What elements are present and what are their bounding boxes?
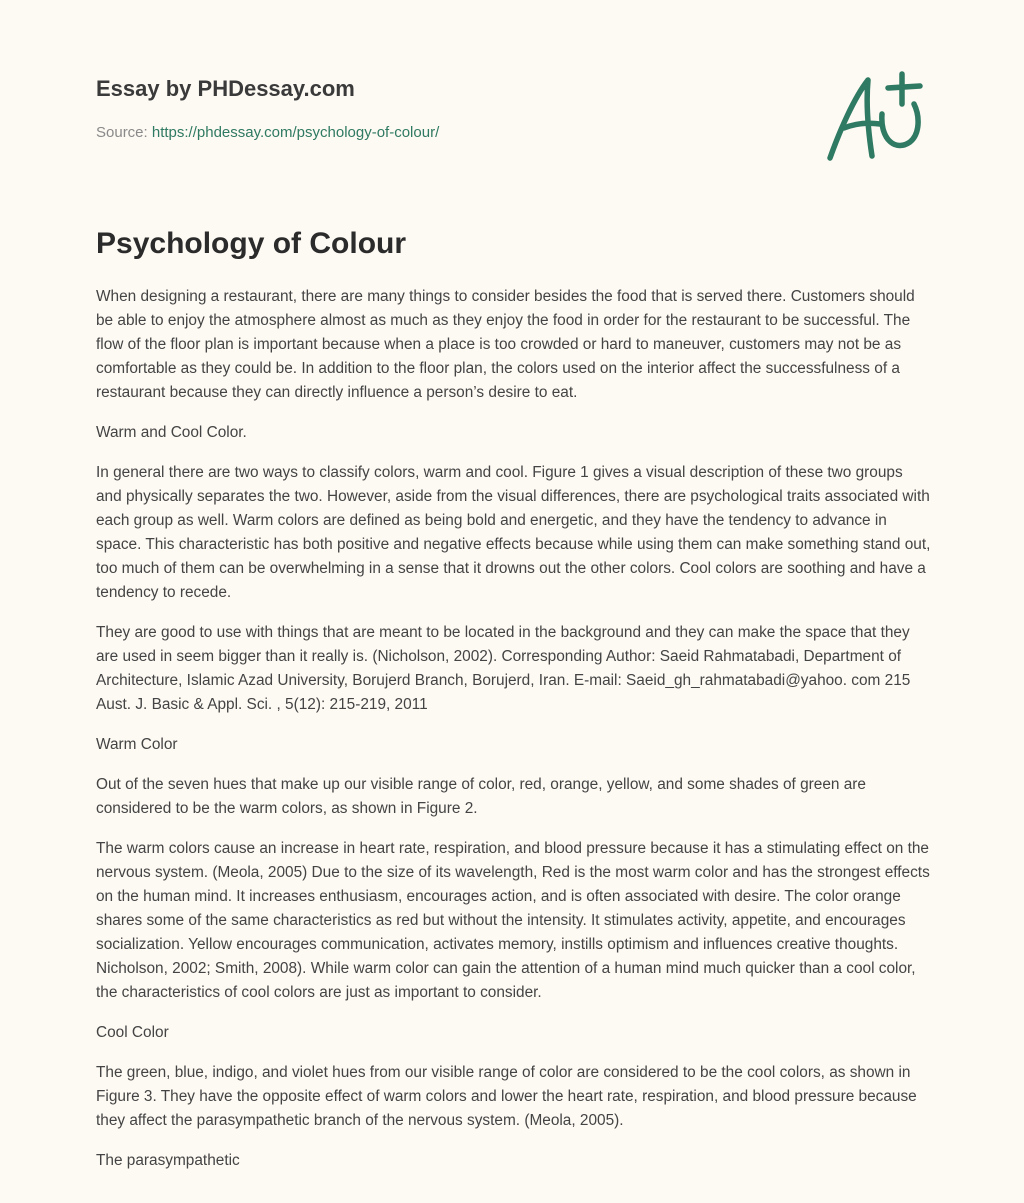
- essay-body: [96, 285, 932, 1189]
- paragraph: When designing a restaurant, there are many things to consider besides the food that is served there. Customers should be able to enjoy the atmosphere almost as much as they enjoy the food in order for the restaurant to be successful. The flow of the floor plan is important because when a place is too crowded or hard to maneuver, customers may not be as comfortable as they could be. In addition to the floor plan, the colors used on the interior affect the successfulness of a restaurant because they can directly influence a person’s desire to eat.: [96, 288, 915, 401]
- section-heading: Warm Color: [96, 736, 178, 753]
- paragraph: In general there are two ways to classify colors, warm and cool. Figure 1 gives a visual description of these two groups and physically separates the two. However, aside from the visual differences, there are psychological traits associated with each group as well. Warm colors are defined as being bold and energetic, and they have the tendency to advance in space. This characteristic has both positive and negative effects because while using them can make something stand out, too much of them can be overwhelming in a sense that it drowns out the other colors. Cool colors are soothing and have a tendency to recede.: [96, 464, 931, 601]
- source-link[interactable]: https://phdessay.com/psychology-of-colour/: [151, 124, 440, 141]
- paragraph: They are good to use with things that are meant to be located in the background and they can make the space that they are used in seem bigger than it really is. (Nicholson, 2002). Corresponding Author: Saeid Rahmatabadi, Department of Architecture, Islamic Azad University, Borujerd Branch, Borujerd, Iran. E-mail: Saeid_gh_rahmatabadi@yahoo. com 215 Aust. J. Basic & Appl. Sci. , 5(12): 215-219, 2011: [96, 624, 911, 713]
- section-heading: Warm and Cool Color.: [96, 424, 247, 441]
- source-label: Source:: [96, 124, 148, 141]
- paragraph: The green, blue, indigo, and violet hues from our visible range of color are considered to be the cool colors, as shown in Figure 3. They have the opposite effect of warm colors and lower the heart rate, respiration, and blood pressure because they affect the parasympathetic branch of the nervous system. (Meola, 2005).: [96, 1064, 917, 1129]
- section-heading: Cool Color: [96, 1024, 169, 1041]
- paragraph: The warm colors cause an increase in heart rate, respiration, and blood pressure because it has a stimulating effect on the nervous system. (Meola, 2005) Due to the size of its wavelength, Red is the most warm color and has the strongest effects on the human mind. It increases enthusiasm, encourages action, and is often associated with desire. The color orange shares some of the same characteristics as red but without the intensity. It stimulates activity, appetite, and encourages socialization. Yellow encourages communication, activates memory, instills optimism and influences creative thoughts. Nicholson, 2002; Smith, 2008). While warm color can gain the attention of a human mind much quicker than a cool color, the characteristics of cool colors are just as important to consider.: [96, 840, 930, 1001]
- essay-header: [96, 74, 936, 141]
- source-line: [96, 122, 439, 144]
- paragraph: The parasympathetic: [96, 1152, 240, 1169]
- paragraph: Out of the seven hues that make up our visible range of color, red, orange, yellow, and some shades of green are considered to be the warm colors, as shown in Figure 2.: [96, 776, 866, 817]
- site-title: Essay by PHDessay.com: [96, 76, 355, 101]
- a-plus-logo-icon: [824, 70, 928, 166]
- essay-title: Psychology of Colour: [96, 227, 407, 260]
